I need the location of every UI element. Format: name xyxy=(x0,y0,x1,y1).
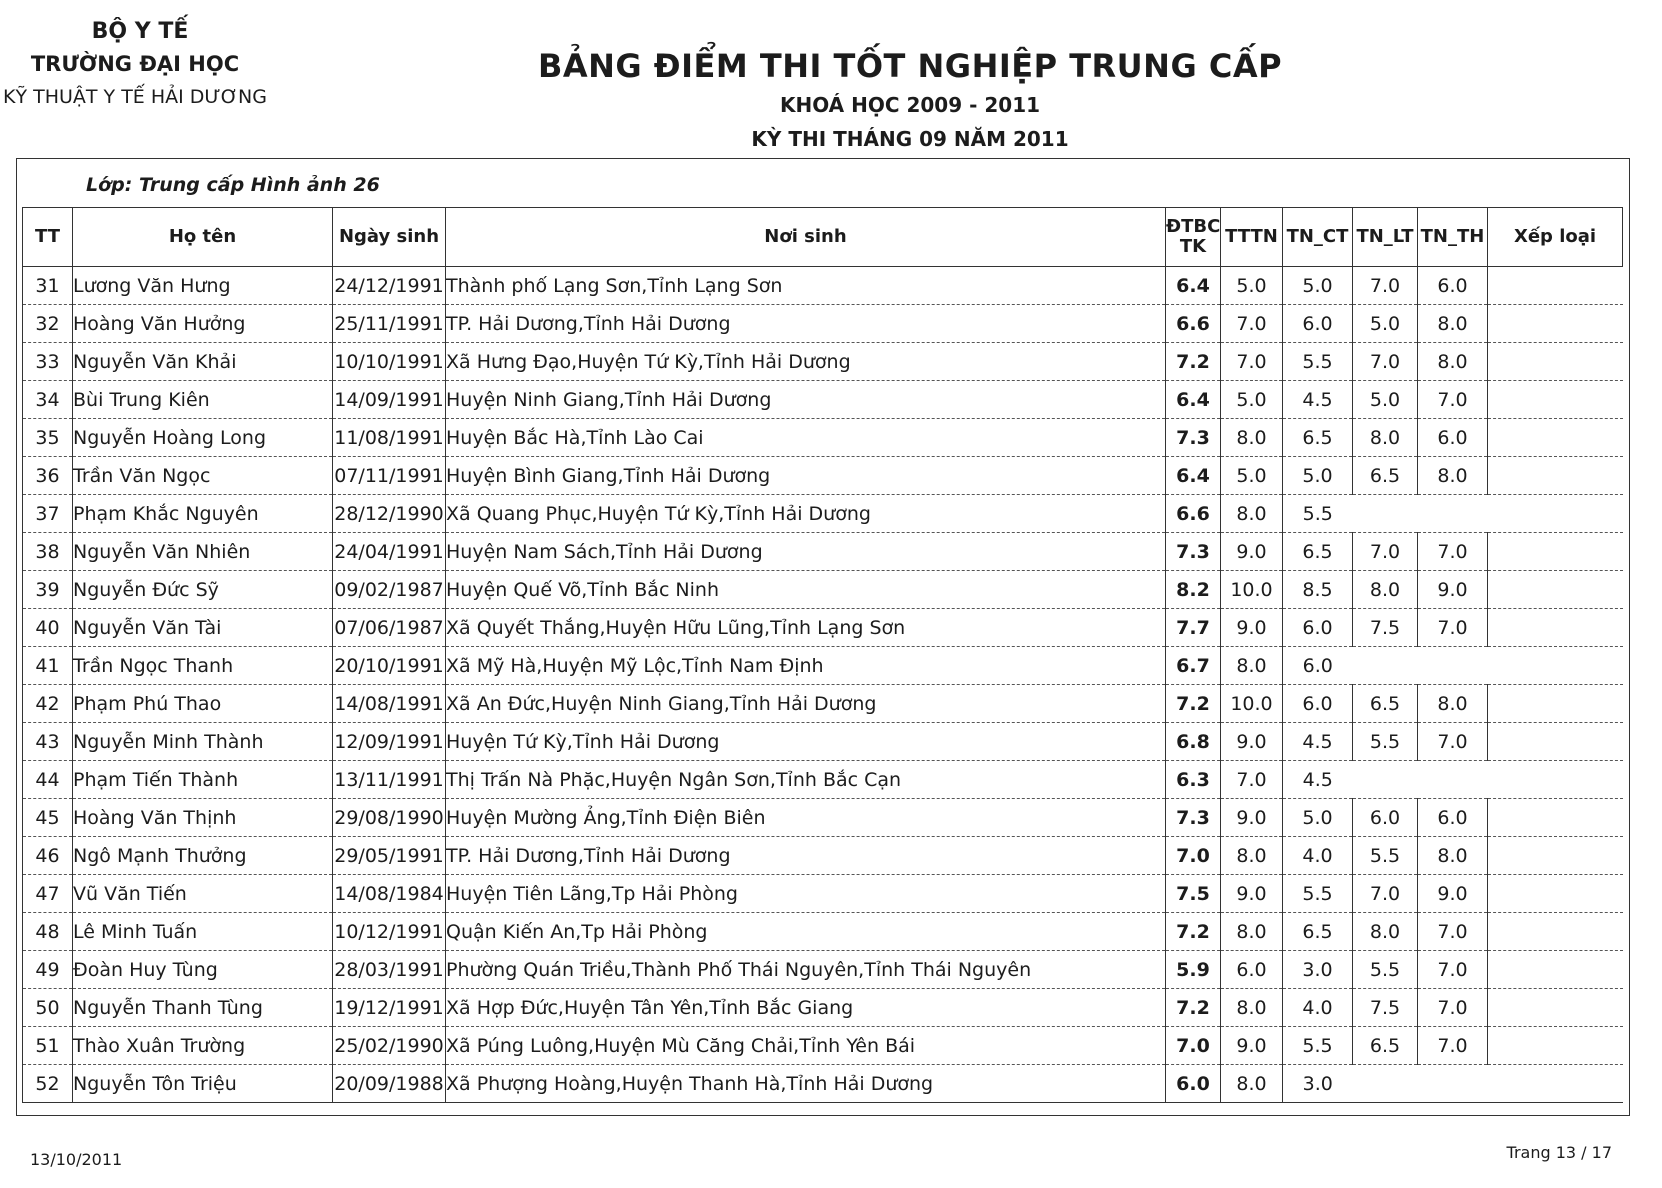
cell-tt: 48 xyxy=(23,913,73,951)
cell-tttn: 5.0 xyxy=(1221,381,1283,419)
cell-tttn: 8.0 xyxy=(1221,989,1283,1027)
cell-name: Nguyễn Văn Tài xyxy=(73,609,333,647)
cell-dob: 29/08/1990 xyxy=(333,799,446,837)
cell-tn-th: 7.0 xyxy=(1418,533,1488,571)
cell-tn-lt: 8.0 xyxy=(1353,571,1418,609)
cell-dtbc: 6.4 xyxy=(1166,267,1221,305)
cell-dtbc: 7.3 xyxy=(1166,799,1221,837)
cell-tt: 44 xyxy=(23,761,73,799)
cell-dob: 11/08/1991 xyxy=(333,419,446,457)
cell-tn-th xyxy=(1418,1065,1488,1103)
class-label: Lớp: Trung cấp Hình ảnh 26 xyxy=(86,174,380,196)
col-header-tn-th: TN_TH xyxy=(1418,208,1488,267)
ministry-name: BỘ Y TẾ xyxy=(91,19,189,44)
cell-name: Lương Văn Hưng xyxy=(73,267,333,305)
cell-birthplace: Huyện Bắc Hà,Tỉnh Lào Cai xyxy=(446,419,1166,457)
cell-tn-ct: 5.0 xyxy=(1283,799,1353,837)
cell-dob: 24/12/1991 xyxy=(333,267,446,305)
cell-tn-lt xyxy=(1353,761,1418,799)
table-row xyxy=(23,419,1623,457)
cell-name: Nguyễn Minh Thành xyxy=(73,723,333,761)
cell-dtbc: 8.2 xyxy=(1166,571,1221,609)
cell-name: Nguyễn Đức Sỹ xyxy=(73,571,333,609)
cell-tn-lt xyxy=(1353,495,1418,533)
cell-dtbc: 7.3 xyxy=(1166,419,1221,457)
cell-rank xyxy=(1488,951,1623,989)
cell-rank xyxy=(1488,1065,1623,1103)
cell-birthplace: Xã An Đức,Huyện Ninh Giang,Tỉnh Hải Dương xyxy=(446,685,1166,723)
cell-rank xyxy=(1488,761,1623,799)
cell-tttn: 9.0 xyxy=(1221,533,1283,571)
print-date: 13/10/2011 xyxy=(30,1150,123,1169)
cell-dob: 25/11/1991 xyxy=(333,305,446,343)
cell-tttn: 6.0 xyxy=(1221,951,1283,989)
cell-dtbc: 6.6 xyxy=(1166,495,1221,533)
cell-tn-th: 9.0 xyxy=(1418,875,1488,913)
cell-name: Hoàng Văn Hưởng xyxy=(73,305,333,343)
cell-tn-ct: 6.0 xyxy=(1283,685,1353,723)
cell-birthplace: Huyện Bình Giang,Tỉnh Hải Dương xyxy=(446,457,1166,495)
organization-block xyxy=(0,18,270,112)
cell-tn-th: 8.0 xyxy=(1418,343,1488,381)
cell-birthplace: TP. Hải Dương,Tỉnh Hải Dương xyxy=(446,305,1166,343)
col-header-dob: Ngày sinh xyxy=(333,208,446,267)
cell-tn-lt: 5.5 xyxy=(1353,837,1418,875)
table-row xyxy=(23,951,1623,989)
cell-tn-ct: 6.0 xyxy=(1283,609,1353,647)
cell-birthplace: Huyện Tứ Kỳ,Tỉnh Hải Dương xyxy=(446,723,1166,761)
cell-tt: 38 xyxy=(23,533,73,571)
cell-tt: 42 xyxy=(23,685,73,723)
cell-tttn: 9.0 xyxy=(1221,609,1283,647)
col-header-tt: TT xyxy=(23,208,73,267)
cell-birthplace: Thành phố Lạng Sơn,Tỉnh Lạng Sơn xyxy=(446,267,1166,305)
cell-tn-lt: 6.5 xyxy=(1353,685,1418,723)
cell-tn-lt xyxy=(1353,1065,1418,1103)
cell-tn-ct: 5.5 xyxy=(1283,1027,1353,1065)
cell-rank xyxy=(1488,1027,1623,1065)
cell-tt: 32 xyxy=(23,305,73,343)
cell-tn-ct: 6.5 xyxy=(1283,533,1353,571)
cell-tn-lt: 7.0 xyxy=(1353,875,1418,913)
cell-dob: 12/09/1991 xyxy=(333,723,446,761)
cell-tn-ct: 3.0 xyxy=(1283,1065,1353,1103)
exam-label: KỲ THI THÁNG 09 NĂM 2011 xyxy=(751,127,1069,151)
cell-birthplace: Huyện Mường Ảng,Tỉnh Điện Biên xyxy=(446,799,1166,837)
cell-tn-lt: 6.0 xyxy=(1353,799,1418,837)
cell-tt: 36 xyxy=(23,457,73,495)
col-header-name: Họ tên xyxy=(73,208,333,267)
cell-name: Đoàn Huy Tùng xyxy=(73,951,333,989)
cell-dob: 28/12/1990 xyxy=(333,495,446,533)
cell-tttn: 9.0 xyxy=(1221,875,1283,913)
cell-tn-ct: 6.5 xyxy=(1283,913,1353,951)
cell-tttn: 8.0 xyxy=(1221,1065,1283,1103)
school-name-line1: TRƯỜNG ĐẠI HỌC xyxy=(30,52,240,76)
cell-tn-lt: 7.5 xyxy=(1353,609,1418,647)
cell-name: Vũ Văn Tiến xyxy=(73,875,333,913)
cell-tn-ct: 5.5 xyxy=(1283,495,1353,533)
cell-name: Thào Xuân Trường xyxy=(73,1027,333,1065)
cell-tn-th: 7.0 xyxy=(1418,609,1488,647)
cell-tn-th xyxy=(1418,495,1488,533)
cell-rank xyxy=(1488,799,1623,837)
cell-name: Trần Văn Ngọc xyxy=(73,457,333,495)
cell-dob: 28/03/1991 xyxy=(333,951,446,989)
cell-tn-lt: 6.5 xyxy=(1353,457,1418,495)
cell-tn-ct: 5.0 xyxy=(1283,267,1353,305)
page-number: Trang 13 / 17 xyxy=(1506,1143,1612,1162)
cell-dtbc: 7.2 xyxy=(1166,989,1221,1027)
title-block xyxy=(420,44,1400,156)
cell-tn-lt: 5.0 xyxy=(1353,381,1418,419)
school-name-line2: KỸ THUẬT Y TẾ HẢI DƯƠNG xyxy=(3,86,267,108)
cell-tt: 39 xyxy=(23,571,73,609)
cell-dtbc: 7.0 xyxy=(1166,837,1221,875)
cell-tn-th: 6.0 xyxy=(1418,799,1488,837)
cell-tn-th: 8.0 xyxy=(1418,457,1488,495)
cell-name: Nguyễn Hoàng Long xyxy=(73,419,333,457)
cell-tn-ct: 5.0 xyxy=(1283,457,1353,495)
cell-dob: 20/10/1991 xyxy=(333,647,446,685)
cell-birthplace: Xã Quang Phục,Huyện Tứ Kỳ,Tỉnh Hải Dương xyxy=(446,495,1166,533)
cell-tn-lt: 8.0 xyxy=(1353,913,1418,951)
cell-tn-th: 7.0 xyxy=(1418,989,1488,1027)
table-row xyxy=(23,723,1623,761)
cell-name: Nguyễn Văn Khải xyxy=(73,343,333,381)
cell-dtbc: 7.3 xyxy=(1166,533,1221,571)
cell-tttn: 8.0 xyxy=(1221,913,1283,951)
cell-tn-th: 6.0 xyxy=(1418,419,1488,457)
cell-rank xyxy=(1488,419,1623,457)
table-row xyxy=(23,989,1623,1027)
cell-dob: 09/02/1987 xyxy=(333,571,446,609)
cell-tn-ct: 8.5 xyxy=(1283,571,1353,609)
cell-tt: 40 xyxy=(23,609,73,647)
cell-tn-ct: 4.0 xyxy=(1283,989,1353,1027)
cell-dtbc: 7.5 xyxy=(1166,875,1221,913)
cell-name: Ngô Mạnh Thưởng xyxy=(73,837,333,875)
cell-rank xyxy=(1488,837,1623,875)
cell-dtbc: 5.9 xyxy=(1166,951,1221,989)
cell-tn-ct: 5.5 xyxy=(1283,343,1353,381)
col-header-rank: Xếp loại xyxy=(1488,208,1623,267)
cell-tt: 41 xyxy=(23,647,73,685)
cell-dob: 14/08/1991 xyxy=(333,685,446,723)
cell-name: Nguyễn Tôn Triệu xyxy=(73,1065,333,1103)
cell-name: Phạm Tiến Thành xyxy=(73,761,333,799)
cell-rank xyxy=(1488,571,1623,609)
table-row xyxy=(23,343,1623,381)
cell-tttn: 7.0 xyxy=(1221,343,1283,381)
cell-tn-lt: 5.5 xyxy=(1353,951,1418,989)
cell-tttn: 9.0 xyxy=(1221,1027,1283,1065)
cell-dob: 29/05/1991 xyxy=(333,837,446,875)
cell-tttn: 8.0 xyxy=(1221,495,1283,533)
cell-tn-ct: 3.0 xyxy=(1283,951,1353,989)
cell-tn-ct: 4.0 xyxy=(1283,837,1353,875)
cell-tt: 52 xyxy=(23,1065,73,1103)
cell-dtbc: 7.2 xyxy=(1166,685,1221,723)
course-label: KHOÁ HỌC 2009 - 2011 xyxy=(779,93,1041,117)
cell-dtbc: 6.3 xyxy=(1166,761,1221,799)
cell-tn-lt: 7.5 xyxy=(1353,989,1418,1027)
cell-name: Phạm Phú Thao xyxy=(73,685,333,723)
cell-rank xyxy=(1488,533,1623,571)
cell-birthplace: Xã Púng Luông,Huyện Mù Căng Chải,Tỉnh Yên Bái xyxy=(446,1027,1166,1065)
cell-tttn: 8.0 xyxy=(1221,419,1283,457)
cell-rank xyxy=(1488,343,1623,381)
cell-birthplace: Phường Quán Triều,Thành Phố Thái Nguyên,Tỉnh Thái Nguyên xyxy=(446,951,1166,989)
cell-name: Bùi Trung Kiên xyxy=(73,381,333,419)
cell-rank xyxy=(1488,723,1623,761)
table-header-row xyxy=(23,208,1623,267)
table-row xyxy=(23,761,1623,799)
cell-birthplace: Thị Trấn Nà Phặc,Huyện Ngân Sơn,Tỉnh Bắc Cạn xyxy=(446,761,1166,799)
cell-dob: 10/12/1991 xyxy=(333,913,446,951)
cell-tt: 35 xyxy=(23,419,73,457)
cell-dob: 10/10/1991 xyxy=(333,343,446,381)
cell-tn-lt: 8.0 xyxy=(1353,419,1418,457)
cell-tttn: 9.0 xyxy=(1221,723,1283,761)
cell-tn-th: 6.0 xyxy=(1418,267,1488,305)
col-header-tn-ct: TN_CT xyxy=(1283,208,1353,267)
cell-tt: 46 xyxy=(23,837,73,875)
cell-dtbc: 7.2 xyxy=(1166,343,1221,381)
cell-dtbc: 6.4 xyxy=(1166,381,1221,419)
cell-dob: 20/09/1988 xyxy=(333,1065,446,1103)
cell-tn-ct: 6.0 xyxy=(1283,647,1353,685)
cell-dob: 14/09/1991 xyxy=(333,381,446,419)
cell-tn-lt: 7.0 xyxy=(1353,533,1418,571)
cell-tt: 49 xyxy=(23,951,73,989)
cell-name: Nguyễn Văn Nhiên xyxy=(73,533,333,571)
cell-birthplace: Huyện Nam Sách,Tỉnh Hải Dương xyxy=(446,533,1166,571)
cell-rank xyxy=(1488,647,1623,685)
cell-tn-th xyxy=(1418,761,1488,799)
cell-tt: 43 xyxy=(23,723,73,761)
cell-tn-th: 8.0 xyxy=(1418,305,1488,343)
cell-tn-th: 7.0 xyxy=(1418,1027,1488,1065)
cell-tn-lt: 7.0 xyxy=(1353,343,1418,381)
cell-rank xyxy=(1488,609,1623,647)
page-title: BẢNG ĐIỂM THI TỐT NGHIỆP TRUNG CẤP xyxy=(537,47,1283,85)
cell-tttn: 10.0 xyxy=(1221,571,1283,609)
cell-tttn: 9.0 xyxy=(1221,799,1283,837)
table-row xyxy=(23,1027,1623,1065)
table-row xyxy=(23,267,1623,305)
cell-rank xyxy=(1488,875,1623,913)
table-row xyxy=(23,495,1623,533)
cell-tt: 33 xyxy=(23,343,73,381)
col-header-dtbc: ĐTBC TK xyxy=(1166,208,1221,267)
cell-dob: 14/08/1984 xyxy=(333,875,446,913)
col-header-birthplace: Nơi sinh xyxy=(446,208,1166,267)
cell-dob: 19/12/1991 xyxy=(333,989,446,1027)
cell-dtbc: 7.7 xyxy=(1166,609,1221,647)
cell-rank xyxy=(1488,495,1623,533)
cell-tttn: 7.0 xyxy=(1221,761,1283,799)
table-row xyxy=(23,837,1623,875)
cell-name: Trần Ngọc Thanh xyxy=(73,647,333,685)
cell-dtbc: 6.7 xyxy=(1166,647,1221,685)
cell-dtbc: 7.0 xyxy=(1166,1027,1221,1065)
grade-table xyxy=(22,207,1623,1103)
cell-rank xyxy=(1488,305,1623,343)
table-row xyxy=(23,647,1623,685)
cell-name: Hoàng Văn Thịnh xyxy=(73,799,333,837)
cell-tn-ct: 4.5 xyxy=(1283,723,1353,761)
cell-tt: 34 xyxy=(23,381,73,419)
cell-dob: 07/11/1991 xyxy=(333,457,446,495)
cell-dob: 25/02/1990 xyxy=(333,1027,446,1065)
cell-birthplace: Xã Quyết Thắng,Huyện Hữu Lũng,Tỉnh Lạng Sơn xyxy=(446,609,1166,647)
cell-tn-th: 7.0 xyxy=(1418,381,1488,419)
table-row xyxy=(23,571,1623,609)
cell-birthplace: Xã Phượng Hoàng,Huyện Thanh Hà,Tỉnh Hải Dương xyxy=(446,1065,1166,1103)
cell-dtbc: 7.2 xyxy=(1166,913,1221,951)
cell-tn-ct: 6.5 xyxy=(1283,419,1353,457)
cell-tttn: 5.0 xyxy=(1221,267,1283,305)
cell-tn-lt: 6.5 xyxy=(1353,1027,1418,1065)
cell-dtbc: 6.4 xyxy=(1166,457,1221,495)
cell-tn-lt: 7.0 xyxy=(1353,267,1418,305)
cell-tt: 50 xyxy=(23,989,73,1027)
cell-tt: 51 xyxy=(23,1027,73,1065)
cell-tttn: 8.0 xyxy=(1221,837,1283,875)
cell-rank xyxy=(1488,913,1623,951)
cell-tn-th: 7.0 xyxy=(1418,723,1488,761)
cell-tn-th: 7.0 xyxy=(1418,951,1488,989)
cell-tt: 31 xyxy=(23,267,73,305)
cell-dtbc: 6.6 xyxy=(1166,305,1221,343)
cell-dob: 13/11/1991 xyxy=(333,761,446,799)
table-row xyxy=(23,457,1623,495)
cell-tn-th: 8.0 xyxy=(1418,685,1488,723)
col-header-tn-lt: TN_LT xyxy=(1353,208,1418,267)
cell-birthplace: Huyện Quế Võ,Tỉnh Bắc Ninh xyxy=(446,571,1166,609)
cell-tn-th: 8.0 xyxy=(1418,837,1488,875)
cell-birthplace: Xã Mỹ Hà,Huyện Mỹ Lộc,Tỉnh Nam Định xyxy=(446,647,1166,685)
cell-rank xyxy=(1488,381,1623,419)
cell-tt: 47 xyxy=(23,875,73,913)
cell-dob: 24/04/1991 xyxy=(333,533,446,571)
cell-birthplace: Quận Kiến An,Tp Hải Phòng xyxy=(446,913,1166,951)
table-row xyxy=(23,799,1623,837)
table-row xyxy=(23,913,1623,951)
cell-birthplace: Huyện Ninh Giang,Tỉnh Hải Dương xyxy=(446,381,1166,419)
cell-name: Phạm Khắc Nguyên xyxy=(73,495,333,533)
table-row xyxy=(23,381,1623,419)
cell-dtbc: 6.0 xyxy=(1166,1065,1221,1103)
cell-tn-ct: 4.5 xyxy=(1283,381,1353,419)
cell-tn-lt: 5.0 xyxy=(1353,305,1418,343)
cell-tttn: 8.0 xyxy=(1221,647,1283,685)
table-row xyxy=(23,305,1623,343)
cell-tn-ct: 6.0 xyxy=(1283,305,1353,343)
cell-tt: 45 xyxy=(23,799,73,837)
cell-dtbc: 6.8 xyxy=(1166,723,1221,761)
cell-tt: 37 xyxy=(23,495,73,533)
cell-tn-th: 7.0 xyxy=(1418,913,1488,951)
cell-tn-lt: 5.5 xyxy=(1353,723,1418,761)
table-row xyxy=(23,533,1623,571)
cell-rank xyxy=(1488,457,1623,495)
cell-tn-th: 9.0 xyxy=(1418,571,1488,609)
cell-rank xyxy=(1488,685,1623,723)
cell-name: Nguyễn Thanh Tùng xyxy=(73,989,333,1027)
table-row xyxy=(23,609,1623,647)
table-row xyxy=(23,1065,1623,1103)
cell-rank xyxy=(1488,267,1623,305)
col-header-tttn: TTTN xyxy=(1221,208,1283,267)
cell-birthplace: TP. Hải Dương,Tỉnh Hải Dương xyxy=(446,837,1166,875)
cell-birthplace: Huyện Tiên Lãng,Tp Hải Phòng xyxy=(446,875,1166,913)
cell-dob: 07/06/1987 xyxy=(333,609,446,647)
cell-tttn: 7.0 xyxy=(1221,305,1283,343)
table-row xyxy=(23,875,1623,913)
cell-tn-ct: 4.5 xyxy=(1283,761,1353,799)
cell-tn-lt xyxy=(1353,647,1418,685)
cell-rank xyxy=(1488,989,1623,1027)
table-row xyxy=(23,685,1623,723)
grade-table-body xyxy=(23,267,1623,1103)
cell-name: Lê Minh Tuấn xyxy=(73,913,333,951)
cell-tn-ct: 5.5 xyxy=(1283,875,1353,913)
cell-birthplace: Xã Hợp Đức,Huyện Tân Yên,Tỉnh Bắc Giang xyxy=(446,989,1166,1027)
cell-tttn: 5.0 xyxy=(1221,457,1283,495)
cell-tttn: 10.0 xyxy=(1221,685,1283,723)
cell-birthplace: Xã Hưng Đạo,Huyện Tứ Kỳ,Tỉnh Hải Dương xyxy=(446,343,1166,381)
cell-tn-th xyxy=(1418,647,1488,685)
